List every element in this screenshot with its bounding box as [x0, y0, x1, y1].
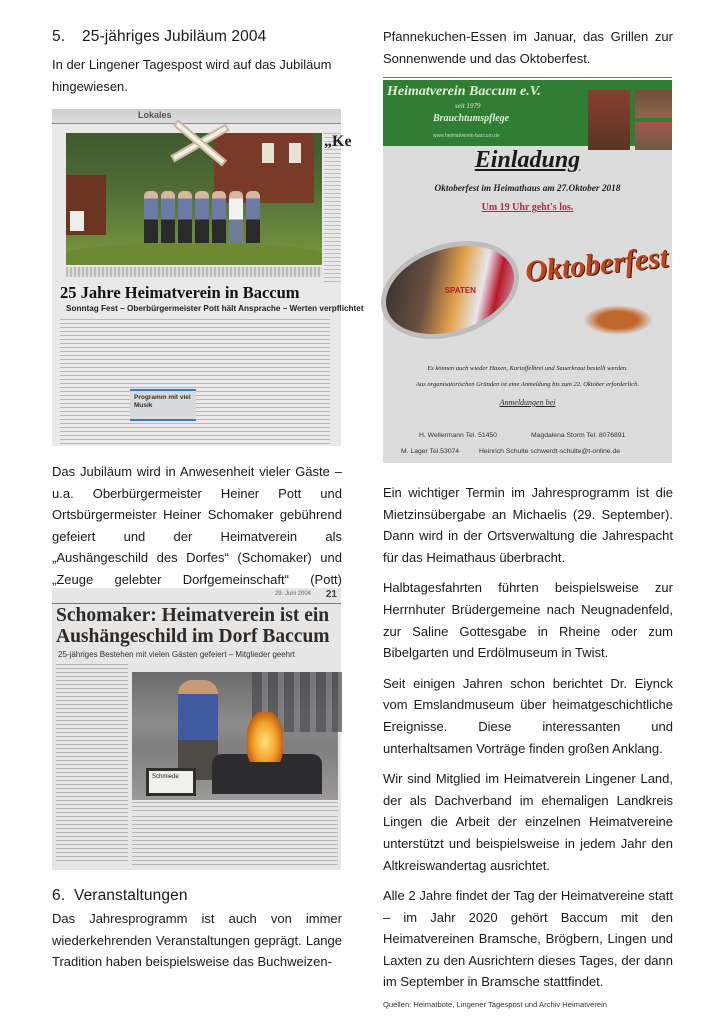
clipping-body-text: [60, 319, 330, 444]
building-photo: [635, 122, 672, 150]
invitation-heading: Einladung: [474, 147, 581, 173]
section-label: Lokales: [138, 110, 172, 120]
right-column-top: [383, 26, 673, 69]
event-time: Um 19 Uhr geht's los.: [481, 202, 574, 213]
right-column-paragraphs: [383, 482, 673, 1009]
headline-line-2: Aushängeschild im Dorf Baccum: [56, 626, 330, 647]
jubilaeum-paragraph: Das Jubiläum wird in Anwesenheit vieler Gäste – u.a. Oberbürgermeister Heiner Pott und Ortsbürgermeister Heiner Schomaker gebührend gefeiert und der Heimatverein als „Aushängeschild des Dorfes“ (Schomaker) und „Zeuge gelebter Dorfgemeinschaft“ (Pott): [52, 464, 342, 587]
left-column: [52, 26, 342, 97]
poster-banner: [383, 80, 672, 146]
spaten-beer-image: [368, 224, 531, 355]
oktoberfest-logo: Oktoberfest: [523, 240, 670, 289]
section-6-text: Das Jahresprogramm ist auch von immer wiederkehrenden Veranstaltungen geprägt. Lange Tradition haben beispielsweise das Buchweizen-: [52, 911, 342, 970]
clipping-body-text: [132, 816, 338, 866]
club-website: www.heimatverein-baccum.de: [433, 133, 500, 139]
club-tagline: Brauchtumspflege: [433, 113, 510, 124]
registration-heading: Anmeldungen bei: [499, 398, 556, 407]
paragraph-mitgliedschaft: Wir sind Mitglied im Heimatverein Lingener Land, der als Dachverband im ehemaligen Landkreis Lingen die Arbeit der einzelnen Heimatvereine unterstützt und beispielsweise in jedem Jahr den Altkreiswandertag ausrichtet.: [383, 771, 673, 873]
sources-note: Quellen: Heimatbote, Lingener Tagespost und Archiv Heimatverein: [383, 1000, 608, 1010]
group-photo-windmill: [66, 133, 322, 265]
clipping-top-bar: [52, 588, 341, 604]
poster-note-1: Es können auch wieder Haxen, Kartoffelbrei und Sauerkraut bestellt werden.: [427, 365, 628, 372]
contact-4: Heinrich Schulte schwerdt-schulte@t-online.de: [479, 448, 621, 455]
section-5-heading: [52, 26, 342, 48]
clipping-headline: 25 Jahre Heimatverein in Baccum: [60, 283, 300, 302]
club-since: seit 1979: [455, 102, 481, 110]
paragraph-halbtagesfahrten: Halbtagesfahrten führten beispielsweise zur Herrnhuter Brüdergemeine nach Neugnadenfeld, zur Saline Gottesgabe in Rheine oder zum Bibelgarten und Erdölmuseum in Twist.: [383, 580, 673, 661]
clipping-headline: [56, 605, 330, 647]
autumn-leaf-icon: [583, 305, 653, 335]
section-title: Veranstaltungen: [74, 887, 188, 904]
clipping-date: 29. Juni 2004: [274, 591, 311, 597]
info-box-text: Programm mit viel Musik: [134, 394, 191, 409]
paragraph-mietzins: Ein wichtiger Termin im Jahresprogramm ist die Mietzinsübergabe an Michaelis (29. September). Dann wird in der Ortsverwaltung die Jahrespacht für das Heimathaus überbracht.: [383, 485, 673, 565]
beer-brand: SPATEN: [444, 285, 476, 295]
contact-2: Magdalena Storm Tel. 8076891: [531, 432, 626, 439]
fire-image: [247, 712, 283, 762]
people-group-image: [144, 185, 274, 243]
headline-line-1: Schomaker: Heimatverein ist ein: [56, 605, 330, 626]
sign-text: Schmiede: [152, 774, 179, 780]
side-article: [324, 133, 352, 283]
info-box: [130, 389, 196, 421]
page-number: 21: [325, 589, 337, 600]
poster-note-2: Aus organisatorischen Gründen ist eine Anmeldung bis zum 22. Oktober erforderlich.: [416, 381, 639, 388]
paragraph-tag-der-heimatvereine: Alle 2 Jahre findet der Tag der Heimatvereine statt – im Jahr 2020 gehört Baccum mit den Heimatvereinen Bramsche, Brögbern, Lingen und Laxten zu den Ausrichtern dieses Tages, der dann im September in Bramsche stattfindet.: [383, 888, 673, 990]
clipping-subheadline: Sonntag Fest – Oberbürgermeister Pott hält Ansprache – Werten verpflichtet: [66, 304, 364, 313]
club-name: Heimatverein Baccum e.V.: [387, 84, 541, 99]
blacksmith-photo: [132, 672, 338, 800]
section-number: 5.: [52, 28, 66, 45]
divider: [383, 77, 672, 78]
section-5-intro: In der Lingener Tagespost wird auf das Jubiläum hingewiesen.: [52, 57, 332, 94]
paragraph-vortraege: Seit einigen Jahren schon berichtet Dr. Eiynck vom Emslandmuseum über heimatgeschichtliche Ereignisse. Diese interessanten und unterhaltsamen Vorträge finden großen Anklang.: [383, 675, 673, 756]
forge-sign: [146, 768, 196, 796]
section-number: 6.: [52, 887, 66, 904]
clipping-subheadline: 25-jähriges Bestehen mit vielen Gästen gefeiert – Mitglieder geehrt: [58, 650, 296, 659]
newspaper-clipping-1: [52, 109, 364, 446]
contact-3: M. Lager Tel.53074: [401, 448, 460, 455]
section-title: 25-jähriges Jubiläum 2004: [82, 28, 267, 45]
barn-image: [66, 175, 106, 235]
oktoberfest-invitation-poster: [383, 80, 672, 463]
section-6-heading: [52, 885, 342, 907]
hedge-image: [66, 243, 322, 265]
side-headline: „Ke: [324, 133, 352, 150]
heimathaus-photo: [588, 90, 630, 150]
continuation-text: Pfannekuchen-Essen im Januar, das Grillen zur Sonnenwende und das Oktoberfest.: [383, 29, 673, 66]
newspaper-clipping-2: [52, 588, 341, 870]
photo-caption: [66, 267, 322, 277]
clipping-body-text: [56, 664, 128, 864]
contact-1: H. Wellermann Tel. 51450: [419, 432, 497, 439]
section-6: [52, 885, 342, 973]
building-photo: [635, 90, 672, 118]
event-line: Oktoberfest im Heimathaus am 27.Oktober 2018: [434, 184, 621, 194]
clipping-header: [52, 109, 341, 124]
photo-caption: [132, 802, 338, 812]
